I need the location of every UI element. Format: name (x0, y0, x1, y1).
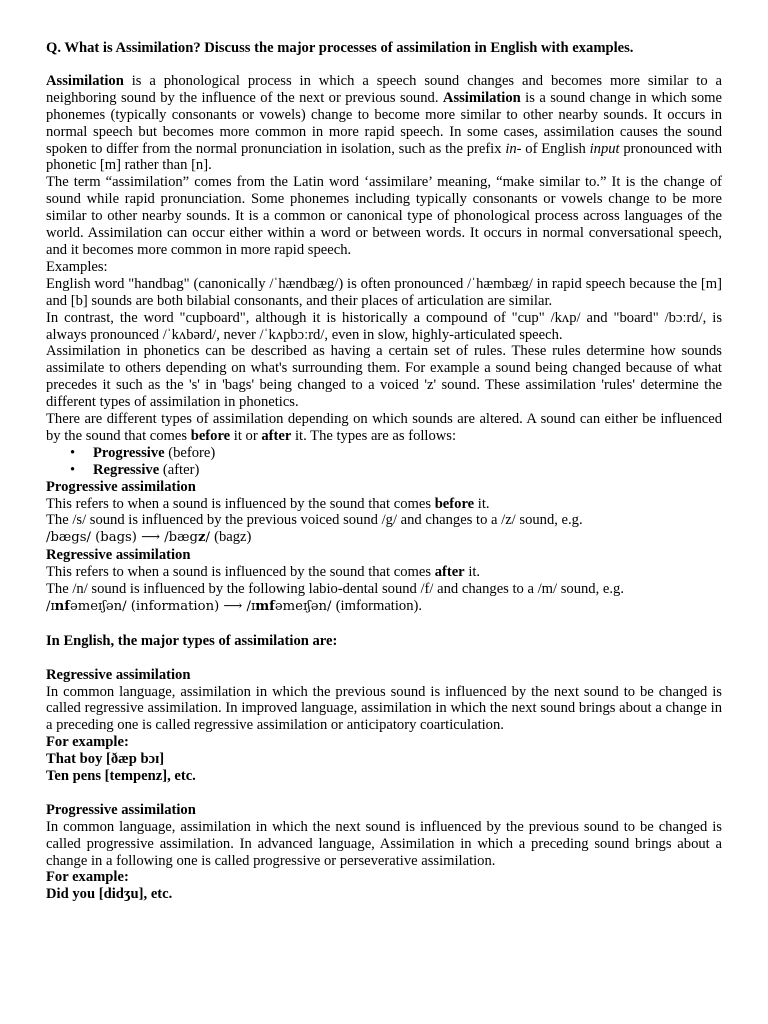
progressive-definition: This refers to when a sound is influenced by the sound that comes before it. (46, 495, 490, 512)
types-paragraph: There are different types of assimilation depending on which sounds are altered. A sound can either be influenced by the sound that comes before it or after it. The types are as follows: (46, 411, 722, 444)
progressive-section-text: In common language, assimilation in which the next sound is influenced by the previous sound to be changed is called progressive assimilation. In advanced language, Assimilation in which a preceding sound brings about a change in a following one is called progressive or perseverative assimilation. (46, 818, 722, 869)
spacer (46, 616, 722, 633)
progressive-section-heading: Progressive assimilation (46, 801, 196, 818)
term-assimilation: Assimilation (46, 72, 124, 89)
document-page (46, 40, 722, 903)
types-list (46, 445, 722, 479)
regressive-section-text: In common language, assimilation in which the previous sound is influenced by the next sound to be changed is called regressive assimilation. In improved language, assimilation in which the next sound brings about a change in a preceding one is called regressive assimilation or anticipatory coarticulation. (46, 683, 722, 734)
regressive-definition: This refers to when a sound is influenced by the sound that comes after it. (46, 564, 481, 581)
for-example-label: For example: (46, 734, 129, 751)
examples-label: Examples: (46, 258, 108, 275)
word-input: input (589, 140, 620, 157)
cupboard-example: In contrast, the word "cupboard", although it is historically a compound of "cup" /kʌp/ and "board" /bɔːrd/, is always pronounced /ˈkʌbərd/, never /ˈkʌpbɔːrd/, even in slow, highly-articulated speech. (46, 309, 722, 343)
prefix-in: in- (505, 140, 522, 157)
progressive-heading: Progressive assimilation (46, 478, 196, 495)
latin-origin-paragraph: The term “assimilation” comes from the Latin word ‘assimilare’ meaning, “make similar to.” It is the change of sound while rapid pronunciation. Some phonemes including typically consonants or vowels change to be more similar to other nearby sounds. It is a common or canonical type of phonological process across languages of the world. Assimilation can occur either within a word or between words. It occurs in normal conversational speech, and it becomes more common in more rapid speech. (46, 174, 722, 258)
regressive-heading: Regressive assimilation (46, 547, 191, 564)
intro-paragraph: Assimilation is a phonological process in which a speech sound changes and becomes more similar to a neighboring sound by the influence of the next or previous sound. Assimilation is a sound change in which some phonemes (typically consonants or vowels) change to become more similar to other nearby sounds. It occurs in normal speech but becomes more common in more rapid speech. In some cases, assimilation causes the sound spoken to differ from the normal pronunciation in isolation, such as the prefix in- of English input pronounced with phonetic [m] rather than [n]. (46, 72, 722, 174)
spacer (46, 650, 722, 667)
rules-paragraph: Assimilation in phonetics can be described as having a certain set of rules. These rules determine how sounds assimilate to others depending on what's surrounding them. For example a sound being changed because of what precedes it such as the 's' in 'bags' being changed to a voiced 'z' sound. These assimilation 'rules' determine the different types of assimilation in phonetics. (46, 343, 722, 411)
term-assimilation: Assimilation (442, 89, 521, 106)
bullet-icon: • (70, 461, 76, 478)
regressive-example: The /n/ sound is influenced by the following labio-dental sound /f/ and changes to a /m/ sound, e.g. (46, 581, 624, 598)
major-types-heading: In English, the major types of assimilation are: (46, 632, 338, 649)
question-heading: Q. What is Assimilation? Discuss the major processes of assimilation in English with examples. (46, 40, 634, 56)
list-item: • Regressive (after) (70, 461, 200, 478)
regressive-example-1: That boy [ðæp bɔɪ] (46, 751, 165, 768)
handbag-example: English word "handbag" (canonically /ˈhændbæg/) is often pronounced /ˈhæmbæg/ in rapid speech because the [m] and [b] sounds are both bilabial consonants, and their places of articulation are similar. (46, 275, 722, 309)
list-item: • Progressive (before) (70, 444, 216, 461)
regressive-ipa: /ɪnfəmeɪʃən/ (information) ⟶ /ɪmfəmeɪʃən/ (imformation). (46, 598, 423, 614)
progressive-ipa: /bægs/ (bags) ⟶ /bægz/ (bagz) (46, 529, 252, 546)
bullet-icon: • (70, 444, 76, 461)
progressive-example: The /s/ sound is influenced by the previous voiced sound /g/ and changes to a /z/ sound, e.g. (46, 512, 583, 529)
for-example-label: For example: (46, 869, 129, 886)
spacer (46, 785, 722, 802)
progressive-example-1: Did you [didʒu], etc. (46, 886, 173, 903)
regressive-example-2: Ten pens [tempenz], etc. (46, 768, 196, 785)
regressive-section-heading: Regressive assimilation (46, 666, 191, 683)
